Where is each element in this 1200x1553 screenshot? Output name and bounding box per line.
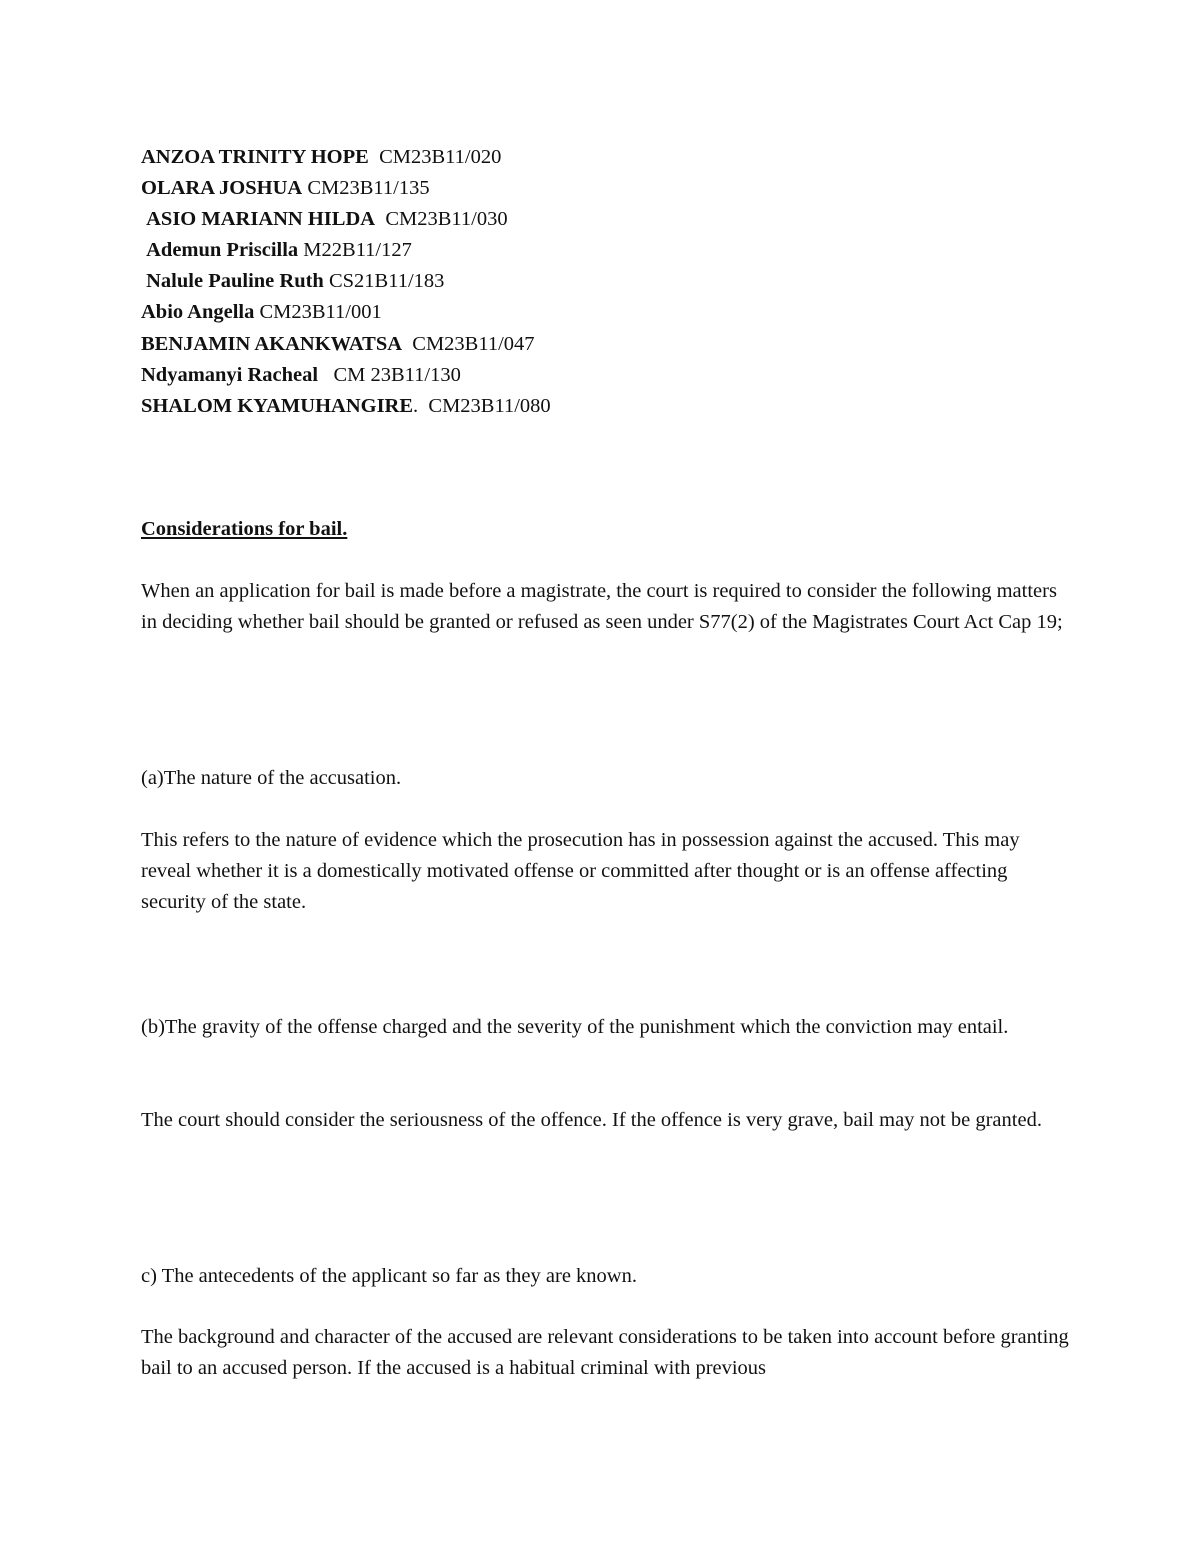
student-row [141,204,841,235]
point-a-title: (a)The nature of the accusation. [141,767,402,789]
student-row [141,266,841,297]
student-name: Ndyamanyi Racheal [141,363,319,386]
section-heading: Considerations for bail. [141,518,348,540]
point-c-title: c) The antecedents of the applicant so far as they are known. [141,1265,637,1287]
student-id: CS21B11/183 [328,270,445,293]
student-row: SHALOM KYAMUHANGIRE. CM23B11/080 [141,394,551,417]
student-id: M22B11/127 [303,239,412,262]
student-row [141,360,841,391]
student-id: CM23B11/001 [259,301,382,324]
point-b-body: The court should consider the seriousness of the offence. If the offence is very grave, bail may not be granted. [141,1109,1042,1131]
student-name: Ademun Priscilla [146,239,299,262]
student-id: CM23B11/080 [428,394,551,417]
student-name: ANZOA TRINITY HOPE [141,146,369,168]
student-id: CM23B11/047 [412,332,535,355]
student-id: CM 23B11/130 [333,363,461,386]
student-row [141,235,841,266]
point-c-body: The background and character of the accused are relevant considerations to be taken into account before granting bail to an accused person. If the accused is a habitual criminal with previous [141,1326,1069,1380]
point-b-title: (b)The gravity of the offense charged and the severity of the punishment which the conviction may entail. [141,1016,1009,1038]
intro-paragraph: When an application for bail is made before a magistrate, the court is required to consider the following matters in deciding whether bail should be granted or refused as seen under S77(2) of the Magistrates Court Act Cap 19; [141,580,1063,634]
student-row [141,173,841,204]
student-name: ASIO MARIANN HILDA [146,208,376,231]
point-a-body: This refers to the nature of evidence which the prosecution has in possession against the accused. This may reveal whether it is a domestically motivated offense or committed after thought or is an offense affecting security of the state. [141,829,1020,914]
student-id: CM23B11/020 [379,146,502,168]
student-id: CM23B11/135 [307,177,430,200]
student-list [141,142,841,422]
student-id: CM23B11/030 [385,208,508,231]
student-row [141,329,841,360]
student-name: Abio Angella [141,301,255,324]
student-name: Nalule Pauline Ruth [146,270,324,293]
student-name: OLARA JOSHUA [141,177,303,200]
student-name: BENJAMIN AKANKWATSA [141,332,403,355]
student-row [141,297,841,328]
student-name: SHALOM KYAMUHANGIRE [141,394,414,417]
student-row [141,142,841,173]
